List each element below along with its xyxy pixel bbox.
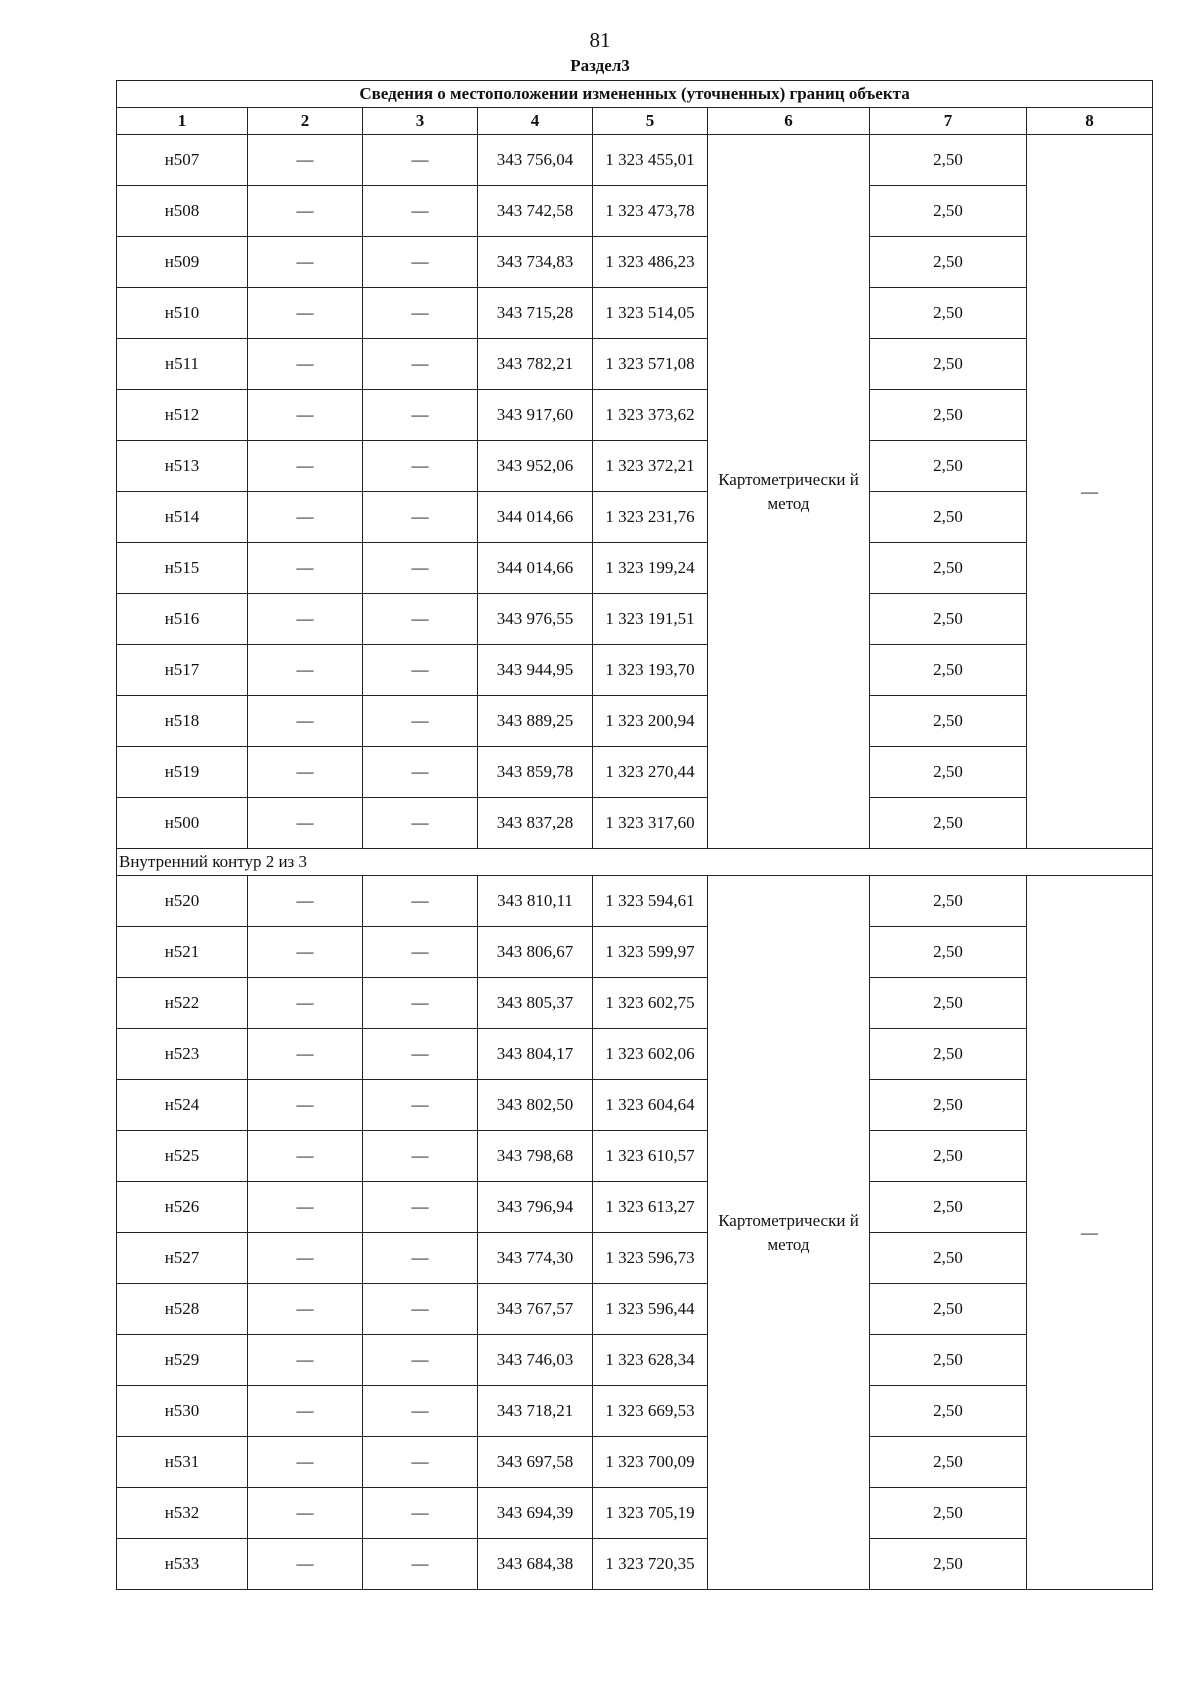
table-row	[117, 1437, 1153, 1488]
x-coordinate-cell: 343 742,58	[478, 186, 593, 237]
col2-cell: —	[248, 1080, 363, 1131]
accuracy-cell: 2,50	[870, 492, 1027, 543]
accuracy-cell: 2,50	[870, 237, 1027, 288]
accuracy-cell: 2,50	[870, 1386, 1027, 1437]
table-row	[117, 978, 1153, 1029]
table-row	[117, 747, 1153, 798]
col2-cell: —	[248, 747, 363, 798]
col2-cell: —	[248, 927, 363, 978]
accuracy-cell: 2,50	[870, 186, 1027, 237]
col3-cell: —	[363, 186, 478, 237]
col2-cell: —	[248, 1284, 363, 1335]
point-name-cell: н533	[117, 1539, 248, 1590]
col3-cell: —	[363, 237, 478, 288]
y-coordinate-cell: 1 323 231,76	[593, 492, 708, 543]
table-row	[117, 1080, 1153, 1131]
col2-cell: —	[248, 288, 363, 339]
x-coordinate-cell: 344 014,66	[478, 543, 593, 594]
col2-cell: —	[248, 1335, 363, 1386]
point-name-cell: н515	[117, 543, 248, 594]
column-header-6: 6	[708, 108, 870, 135]
point-name-cell: н521	[117, 927, 248, 978]
column-header-5: 5	[593, 108, 708, 135]
point-name-cell: н531	[117, 1437, 248, 1488]
x-coordinate-cell: 343 734,83	[478, 237, 593, 288]
y-coordinate-cell: 1 323 596,73	[593, 1233, 708, 1284]
col3-cell: —	[363, 798, 478, 849]
y-coordinate-cell: 1 323 705,19	[593, 1488, 708, 1539]
method-cell: Картометрически й метод	[708, 876, 870, 1590]
x-coordinate-cell: 343 796,94	[478, 1182, 593, 1233]
col3-cell: —	[363, 288, 478, 339]
contour-heading-row	[117, 849, 1153, 876]
y-coordinate-cell: 1 323 599,97	[593, 927, 708, 978]
y-coordinate-cell: 1 323 700,09	[593, 1437, 708, 1488]
col2-cell: —	[248, 798, 363, 849]
col2-cell: —	[248, 135, 363, 186]
y-coordinate-cell: 1 323 613,27	[593, 1182, 708, 1233]
x-coordinate-cell: 343 697,58	[478, 1437, 593, 1488]
col2-cell: —	[248, 441, 363, 492]
y-coordinate-cell: 1 323 602,75	[593, 978, 708, 1029]
table-row	[117, 876, 1153, 927]
x-coordinate-cell: 343 715,28	[478, 288, 593, 339]
x-coordinate-cell: 344 014,66	[478, 492, 593, 543]
y-coordinate-cell: 1 323 720,35	[593, 1539, 708, 1590]
method-cell: Картометрически й метод	[708, 135, 870, 849]
table-row	[117, 1284, 1153, 1335]
accuracy-cell: 2,50	[870, 1335, 1027, 1386]
y-coordinate-cell: 1 323 191,51	[593, 594, 708, 645]
col3-cell: —	[363, 1131, 478, 1182]
col3-cell: —	[363, 1386, 478, 1437]
table-caption: Сведения о местоположении измененных (уточненных) границ объекта	[117, 81, 1153, 108]
col8-cell: —	[1027, 876, 1153, 1590]
table-row	[117, 390, 1153, 441]
table-caption-row	[117, 81, 1153, 108]
column-header-4: 4	[478, 108, 593, 135]
y-coordinate-cell: 1 323 596,44	[593, 1284, 708, 1335]
point-name-cell: н510	[117, 288, 248, 339]
point-name-cell: н507	[117, 135, 248, 186]
accuracy-cell: 2,50	[870, 876, 1027, 927]
accuracy-cell: 2,50	[870, 543, 1027, 594]
table-row	[117, 237, 1153, 288]
col8-cell: —	[1027, 135, 1153, 849]
col3-cell: —	[363, 339, 478, 390]
point-name-cell: н527	[117, 1233, 248, 1284]
accuracy-cell: 2,50	[870, 1539, 1027, 1590]
y-coordinate-cell: 1 323 571,08	[593, 339, 708, 390]
column-header-3: 3	[363, 108, 478, 135]
x-coordinate-cell: 343 774,30	[478, 1233, 593, 1284]
point-name-cell: н522	[117, 978, 248, 1029]
col3-cell: —	[363, 492, 478, 543]
accuracy-cell: 2,50	[870, 1233, 1027, 1284]
col2-cell: —	[248, 237, 363, 288]
col3-cell: —	[363, 696, 478, 747]
column-header-8: 8	[1027, 108, 1153, 135]
table-row	[117, 1131, 1153, 1182]
col2-cell: —	[248, 645, 363, 696]
col3-cell: —	[363, 747, 478, 798]
point-name-cell: н520	[117, 876, 248, 927]
point-name-cell: н519	[117, 747, 248, 798]
x-coordinate-cell: 343 802,50	[478, 1080, 593, 1131]
accuracy-cell: 2,50	[870, 1182, 1027, 1233]
y-coordinate-cell: 1 323 473,78	[593, 186, 708, 237]
x-coordinate-cell: 343 756,04	[478, 135, 593, 186]
table-row	[117, 1488, 1153, 1539]
col3-cell: —	[363, 1233, 478, 1284]
table-row	[117, 594, 1153, 645]
table-row	[117, 1386, 1153, 1437]
column-header-1: 1	[117, 108, 248, 135]
x-coordinate-cell: 343 804,17	[478, 1029, 593, 1080]
point-name-cell: н524	[117, 1080, 248, 1131]
col3-cell: —	[363, 978, 478, 1029]
table-row	[117, 1233, 1153, 1284]
table-row	[117, 927, 1153, 978]
accuracy-cell: 2,50	[870, 1131, 1027, 1182]
table-row	[117, 543, 1153, 594]
x-coordinate-cell: 343 767,57	[478, 1284, 593, 1335]
col2-cell: —	[248, 1131, 363, 1182]
table-row	[117, 492, 1153, 543]
x-coordinate-cell: 343 718,21	[478, 1386, 593, 1437]
point-name-cell: н500	[117, 798, 248, 849]
point-name-cell: н526	[117, 1182, 248, 1233]
col3-cell: —	[363, 1029, 478, 1080]
y-coordinate-cell: 1 323 199,24	[593, 543, 708, 594]
col3-cell: —	[363, 927, 478, 978]
y-coordinate-cell: 1 323 610,57	[593, 1131, 708, 1182]
table-row	[117, 696, 1153, 747]
table-row	[117, 1335, 1153, 1386]
col3-cell: —	[363, 1335, 478, 1386]
x-coordinate-cell: 343 889,25	[478, 696, 593, 747]
column-header-7: 7	[870, 108, 1027, 135]
col3-cell: —	[363, 1488, 478, 1539]
point-name-cell: н509	[117, 237, 248, 288]
accuracy-cell: 2,50	[870, 927, 1027, 978]
col3-cell: —	[363, 645, 478, 696]
x-coordinate-cell: 343 952,06	[478, 441, 593, 492]
contour-heading: Внутренний контур 2 из 3	[117, 849, 1153, 876]
col2-cell: —	[248, 339, 363, 390]
y-coordinate-cell: 1 323 486,23	[593, 237, 708, 288]
col3-cell: —	[363, 441, 478, 492]
y-coordinate-cell: 1 323 455,01	[593, 135, 708, 186]
col3-cell: —	[363, 1539, 478, 1590]
point-name-cell: н508	[117, 186, 248, 237]
table-row	[117, 798, 1153, 849]
col3-cell: —	[363, 1182, 478, 1233]
table-body	[117, 135, 1153, 1590]
accuracy-cell: 2,50	[870, 978, 1027, 1029]
point-name-cell: н532	[117, 1488, 248, 1539]
y-coordinate-cell: 1 323 594,61	[593, 876, 708, 927]
accuracy-cell: 2,50	[870, 390, 1027, 441]
table-row	[117, 339, 1153, 390]
y-coordinate-cell: 1 323 200,94	[593, 696, 708, 747]
y-coordinate-cell: 1 323 514,05	[593, 288, 708, 339]
col2-cell: —	[248, 1182, 363, 1233]
point-name-cell: н512	[117, 390, 248, 441]
accuracy-cell: 2,50	[870, 135, 1027, 186]
accuracy-cell: 2,50	[870, 1437, 1027, 1488]
x-coordinate-cell: 343 944,95	[478, 645, 593, 696]
accuracy-cell: 2,50	[870, 441, 1027, 492]
point-name-cell: н529	[117, 1335, 248, 1386]
accuracy-cell: 2,50	[870, 339, 1027, 390]
point-name-cell: н518	[117, 696, 248, 747]
accuracy-cell: 2,50	[870, 1080, 1027, 1131]
table-row	[117, 441, 1153, 492]
y-coordinate-cell: 1 323 270,44	[593, 747, 708, 798]
table-row	[117, 1539, 1153, 1590]
y-coordinate-cell: 1 323 628,34	[593, 1335, 708, 1386]
coordinates-table	[116, 80, 1153, 1590]
x-coordinate-cell: 343 798,68	[478, 1131, 593, 1182]
x-coordinate-cell: 343 782,21	[478, 339, 593, 390]
y-coordinate-cell: 1 323 602,06	[593, 1029, 708, 1080]
col2-cell: —	[248, 543, 363, 594]
col2-cell: —	[248, 186, 363, 237]
page-number: 81	[589, 28, 611, 52]
col2-cell: —	[248, 594, 363, 645]
y-coordinate-cell: 1 323 317,60	[593, 798, 708, 849]
accuracy-cell: 2,50	[870, 288, 1027, 339]
x-coordinate-cell: 343 810,11	[478, 876, 593, 927]
y-coordinate-cell: 1 323 193,70	[593, 645, 708, 696]
col3-cell: —	[363, 876, 478, 927]
col2-cell: —	[248, 1233, 363, 1284]
col3-cell: —	[363, 1437, 478, 1488]
table-row	[117, 1182, 1153, 1233]
x-coordinate-cell: 343 746,03	[478, 1335, 593, 1386]
accuracy-cell: 2,50	[870, 1029, 1027, 1080]
table-row	[117, 135, 1153, 186]
point-name-cell: н514	[117, 492, 248, 543]
col3-cell: —	[363, 543, 478, 594]
col3-cell: —	[363, 1284, 478, 1335]
col2-cell: —	[248, 1437, 363, 1488]
point-name-cell: н517	[117, 645, 248, 696]
accuracy-cell: 2,50	[870, 1284, 1027, 1335]
col2-cell: —	[248, 978, 363, 1029]
table-row	[117, 186, 1153, 237]
point-name-cell: н525	[117, 1131, 248, 1182]
point-name-cell: н513	[117, 441, 248, 492]
table-row	[117, 288, 1153, 339]
x-coordinate-cell: 343 837,28	[478, 798, 593, 849]
section-title: Раздел3	[570, 56, 630, 75]
point-name-cell: н528	[117, 1284, 248, 1335]
y-coordinate-cell: 1 323 604,64	[593, 1080, 708, 1131]
col2-cell: —	[248, 1029, 363, 1080]
x-coordinate-cell: 343 694,39	[478, 1488, 593, 1539]
y-coordinate-cell: 1 323 372,21	[593, 441, 708, 492]
col2-cell: —	[248, 876, 363, 927]
point-name-cell: н516	[117, 594, 248, 645]
x-coordinate-cell: 343 917,60	[478, 390, 593, 441]
point-name-cell: н511	[117, 339, 248, 390]
accuracy-cell: 2,50	[870, 798, 1027, 849]
x-coordinate-cell: 343 806,67	[478, 927, 593, 978]
table-row	[117, 645, 1153, 696]
col2-cell: —	[248, 1386, 363, 1437]
point-name-cell: н523	[117, 1029, 248, 1080]
accuracy-cell: 2,50	[870, 594, 1027, 645]
col3-cell: —	[363, 390, 478, 441]
accuracy-cell: 2,50	[870, 696, 1027, 747]
y-coordinate-cell: 1 323 669,53	[593, 1386, 708, 1437]
col2-cell: —	[248, 1488, 363, 1539]
accuracy-cell: 2,50	[870, 645, 1027, 696]
col2-cell: —	[248, 1539, 363, 1590]
column-number-row	[117, 108, 1153, 135]
accuracy-cell: 2,50	[870, 747, 1027, 798]
x-coordinate-cell: 343 684,38	[478, 1539, 593, 1590]
col3-cell: —	[363, 1080, 478, 1131]
table-row	[117, 1029, 1153, 1080]
col3-cell: —	[363, 594, 478, 645]
col2-cell: —	[248, 696, 363, 747]
x-coordinate-cell: 343 976,55	[478, 594, 593, 645]
col2-cell: —	[248, 492, 363, 543]
col3-cell: —	[363, 135, 478, 186]
x-coordinate-cell: 343 859,78	[478, 747, 593, 798]
point-name-cell: н530	[117, 1386, 248, 1437]
x-coordinate-cell: 343 805,37	[478, 978, 593, 1029]
col2-cell: —	[248, 390, 363, 441]
column-header-2: 2	[248, 108, 363, 135]
accuracy-cell: 2,50	[870, 1488, 1027, 1539]
y-coordinate-cell: 1 323 373,62	[593, 390, 708, 441]
